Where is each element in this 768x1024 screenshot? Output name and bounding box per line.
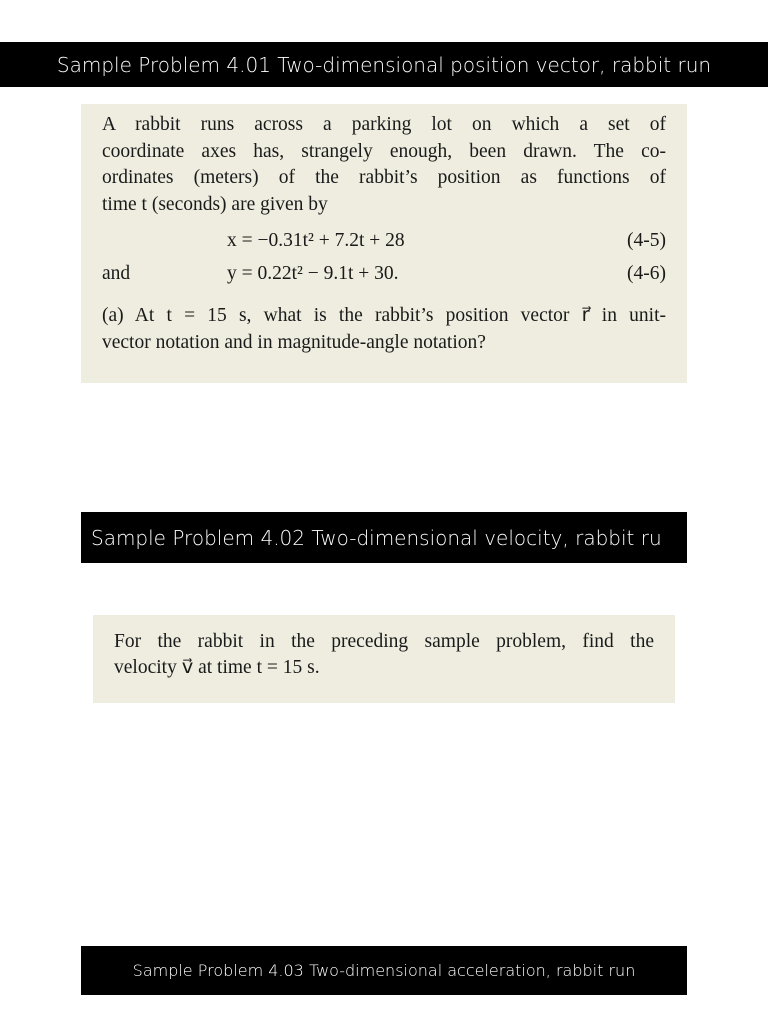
header-title: Sample Problem 4.03 Two-dimensional acceleration, rabbit run: [132, 961, 636, 980]
header-title: Sample Problem 4.01 Two-dimensional position vector, rabbit run: [56, 52, 712, 77]
text-line: time t (seconds) are given by: [102, 193, 328, 215]
text-line: For the rabbit in the preceding sample problem, find the: [114, 631, 654, 652]
problem-intro-paragraph: [102, 112, 666, 218]
problem-4-01-header: [0, 42, 768, 87]
equation-label: and: [102, 263, 131, 284]
problem-4-01-panel: [81, 104, 687, 383]
text-line: (a) At t = 15 s, what is the rabbit’s position vector r⃗ in unit-: [102, 305, 666, 326]
text-line: vector notation and in magnitude-angle notation?: [102, 331, 486, 353]
problem-4-03-header: [81, 946, 687, 995]
text-line: coordinate axes has, strangely enough, been drawn. The co-: [102, 140, 666, 162]
problem-4-02-header: [81, 512, 687, 563]
text-line: velocity v⃗ at time t = 15 s.: [114, 657, 320, 678]
problem-4-02-panel: [93, 615, 675, 703]
problem-text-paragraph: [114, 629, 654, 681]
text-line: A rabbit runs across a parking lot on which a set of: [102, 114, 666, 135]
header-title: Sample Problem 4.02 Two-dimensional velocity, rabbit ru: [91, 525, 662, 550]
equation-body: x = −0.31t² + 7.2t + 28: [227, 230, 405, 251]
problem-question-paragraph: [102, 303, 666, 356]
equation-4-6: [81, 263, 687, 289]
equation-body: y = 0.22t² − 9.1t + 30.: [227, 263, 399, 284]
text-line: ordinates (meters) of the rabbit’s position as functions of: [102, 167, 666, 188]
equation-number: (4-5): [627, 230, 666, 251]
equation-4-5: [81, 230, 687, 256]
equation-number: (4-6): [627, 263, 666, 284]
